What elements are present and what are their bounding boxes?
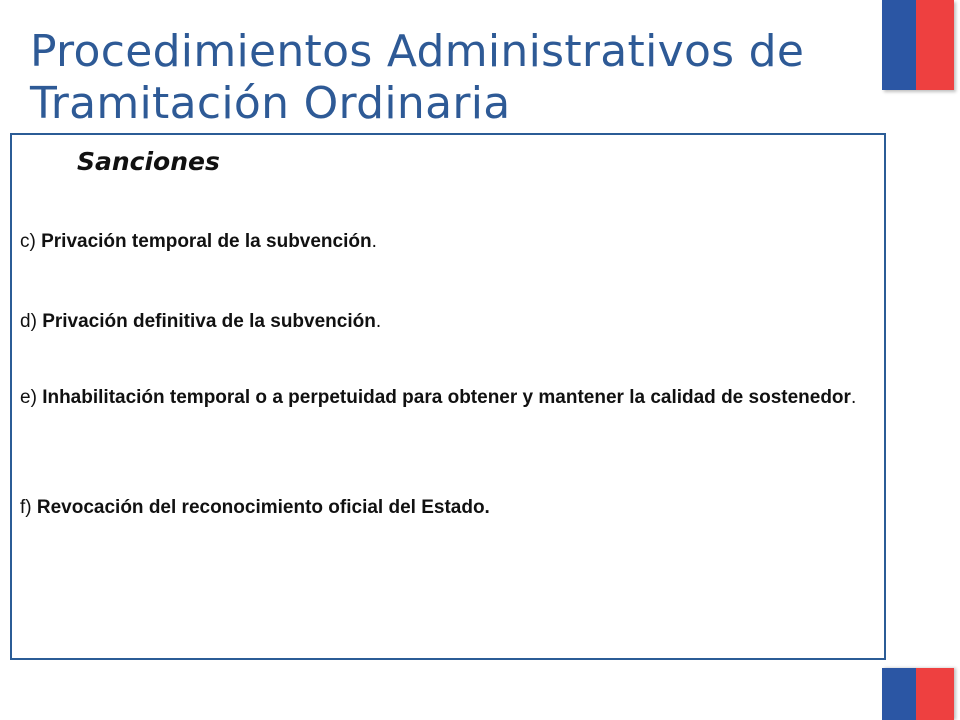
item-letter: f) — [20, 497, 32, 518]
sanction-item-e — [20, 381, 882, 415]
item-letter: e) — [20, 387, 37, 408]
item-text: Revocación del reconocimiento oficial del Estado. — [36, 497, 490, 518]
section-heading: Sanciones — [77, 147, 220, 176]
flag-red-stripe — [916, 668, 954, 720]
flag-red-stripe — [916, 0, 954, 90]
item-text: Inhabilitación temporal o a perpetuidad para obtener y mantener la calidad de sostenedor — [42, 387, 851, 408]
sanction-item-c — [20, 225, 882, 259]
sanction-item-f — [20, 491, 882, 525]
content-box — [10, 133, 886, 660]
item-end: . — [375, 311, 382, 332]
flag-decoration-top — [882, 0, 954, 90]
item-text: Privación definitiva de la subvención — [42, 311, 376, 332]
flag-decoration-bottom — [882, 668, 954, 720]
slide-title: Procedimientos Administrativos de Tramitación Ordinaria — [30, 26, 805, 129]
flag-blue-stripe — [882, 0, 916, 90]
flag-blue-stripe — [882, 668, 916, 720]
item-letter: c) — [20, 231, 36, 252]
item-letter: d) — [20, 311, 37, 332]
item-end: . — [371, 231, 377, 252]
sanction-item-d — [20, 305, 882, 339]
item-text: Privación temporal de la subvención — [41, 231, 372, 252]
item-end: . — [850, 387, 857, 408]
